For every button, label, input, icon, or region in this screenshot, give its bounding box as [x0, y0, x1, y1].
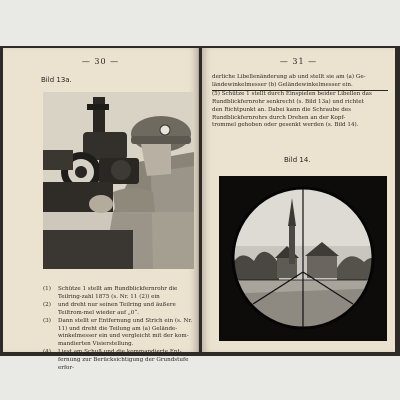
text-line: (5) Schütze 1 stellt durch Einspielen beider Libellen das	[212, 90, 372, 97]
scope-view-photo	[219, 176, 387, 341]
figure-caption: Bild 14.	[284, 156, 311, 164]
photo-illustration	[43, 92, 194, 269]
text-line: trommel gehoben oder gesenkt werden (s. Bild 14).	[212, 122, 359, 129]
left-page	[3, 48, 199, 372]
photo-soldier-with-scope	[43, 92, 194, 269]
list-item	[43, 286, 197, 302]
text-line: Rundblickfernrohr senkrecht (s. Bild 13a) und richtet	[212, 98, 364, 105]
item-text: Liest am Schuß und die kommandierte Ent-fernung zur Berücksichtigung der Grundstufe erfor-	[58, 349, 189, 372]
right-page	[202, 48, 395, 352]
figure-caption: Bild 13a.	[41, 76, 72, 84]
text-line: Rundblickfernrohrs durch Drehen an der Kopf-	[212, 114, 346, 121]
page-number: — 31 —	[279, 57, 318, 66]
item-text: und dreht nur seinen Teilring und äußere Teiltrom-mel wieder auf „0“.	[58, 301, 176, 316]
item-number: (4)	[43, 349, 51, 356]
text-line: ländewinkelmesser (b) Geländewinkelmesser ein.	[212, 82, 388, 91]
page-number: — 30 —	[81, 57, 120, 66]
list-item	[43, 302, 197, 318]
instructions-list	[43, 286, 197, 373]
item-number: (2)	[43, 301, 51, 308]
list-item	[43, 349, 197, 373]
list-item	[43, 318, 197, 350]
text-line: derliche Libellenänderung ab und stellt sie am (a) Ge-	[212, 74, 366, 80]
item-text: Dann stellt er Entfernung und Strich ein (s. Nr. 11) und dreht die Teilung am (a) Gelände-winkelmesser ein und vergleicht mit der kom-mandierten Visierstellung.	[58, 317, 193, 348]
item-number: (3)	[43, 317, 51, 324]
paragraph	[212, 74, 388, 130]
scope-illustration	[219, 176, 387, 341]
text-line: den Richtpunkt an. Dabei kann die Schraube des	[212, 106, 352, 113]
item-text: Schütze 1 stellt am Rundblickfernrohr die Teilring-zahl 1875 (s. Nr. 11 (2)) ein	[58, 286, 178, 300]
item-number: (1)	[43, 286, 51, 292]
